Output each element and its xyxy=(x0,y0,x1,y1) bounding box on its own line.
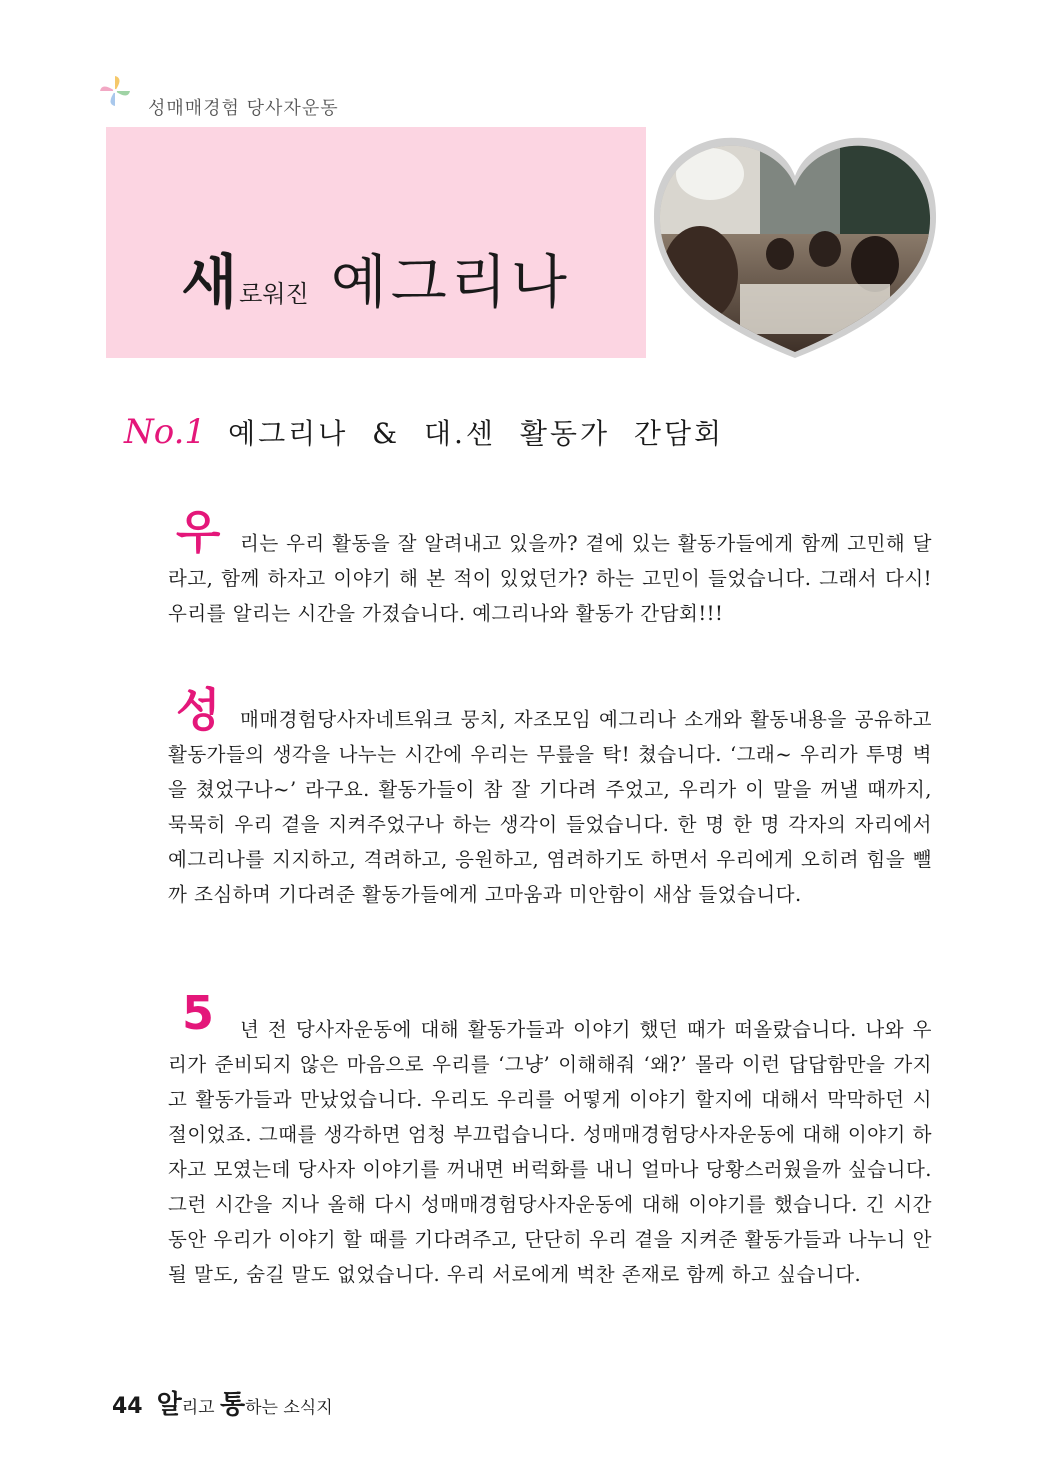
paragraph-1 xyxy=(168,526,932,631)
title-banner xyxy=(106,127,646,358)
title-main: 예그리나 xyxy=(330,248,571,316)
paragraph-3 xyxy=(168,1012,932,1292)
footer-big-1: 알 xyxy=(156,1390,182,1420)
footer-small-2: 하는 소식지 xyxy=(245,1398,333,1418)
paragraph-3-text: 년 전 당사자운동에 대해 활동가들과 이야기 했던 때가 떠올랐습니다. 나와 우리가 준비되지 않은 마음으로 우리를 ‘그냥’ 이해해줘 ‘왜?’ 몰라 이런 답답함만을 가지고 활동가들과 만났었습니다. 우리도 우리를 어떻게 이야기 할지에 대해서 막막하던 시절이었죠. 그때를 생각하면 엄청 부끄럽습니다. 성매매경험당사자운동에 대해 이야기 하자고 모였는데 당사자 이야기를 꺼내면 버럭화를 내니 얼마나 당황스러웠을까 싶습니다. 그런 시간을 지나 올해 다시 성매매경험당사자운동에 대해 이야기를 했습니다. 긴 시간동안 우리가 이야기 할 때를 기다려주고, 단단히 우리 곁을 지켜준 활동가들과 나누니 안 될 말도, 숨길 말도 없었습니다. 우리 서로에게 벅찬 존재로 함께 하고 싶습니다. xyxy=(168,1018,932,1286)
footer-big-2: 통 xyxy=(220,1390,246,1420)
section-label: 성매매경험 당사자운동 xyxy=(148,98,339,119)
footer-small-1: 리고 xyxy=(181,1398,220,1418)
headline-number: No.1 xyxy=(124,412,207,452)
article-headline xyxy=(124,412,724,452)
paragraph-2 xyxy=(168,702,932,912)
headline-text: 예그리나 & 대.센 활동가 간담회 xyxy=(228,417,725,450)
page-footer xyxy=(112,1384,333,1421)
drop-cap-2: 성 xyxy=(176,683,221,737)
paragraph-1-text: 리는 우리 활동을 잘 알려내고 있을까? 곁에 있는 활동가들에게 함께 고민해 달라고, 함께 하자고 이야기 해 본 적이 있었던가? 하는 고민이 들었습니다. 그래서 다시! 우리를 알리는 시간을 가졌습니다. 예그리나와 활동가 간담회!!! xyxy=(168,532,932,625)
drop-cap-1: 우 xyxy=(176,505,221,559)
title-first-char: 새 xyxy=(181,248,240,316)
title-small-part: 로워진 xyxy=(239,280,309,308)
paragraph-2-text: 매매경험당사자네트워크 뭉치, 자조모임 예그리나 소개와 활동내용을 공유하고 활동가들의 생각을 나누는 시간에 우리는 무릎을 탁! 쳤습니다. ‘그래~ 우리가 투명 벽을 쳤었구나~’ 라구요. 활동가들이 참 잘 기다려 주었고, 우리가 이 말을 꺼낼 때까지, 묵묵히 우리 곁을 지켜주었구나 하는 생각이 들었습니다. 한 명 한 명 각자의 자리에서 예그리나를 지지하고, 격려하고, 응원하고, 염려하기도 하면서 우리에게 오히려 힘을 뺄까 조심하며 기다려준 활동가들에게 고마움과 미안함이 새삼 들었습니다. xyxy=(168,708,932,906)
page-number: 44 xyxy=(112,1394,143,1419)
drop-cap-3: 5 xyxy=(182,986,215,1040)
heart-photo-meeting xyxy=(650,124,940,359)
pinwheel-logo-icon xyxy=(98,74,132,108)
page-title xyxy=(106,235,646,319)
